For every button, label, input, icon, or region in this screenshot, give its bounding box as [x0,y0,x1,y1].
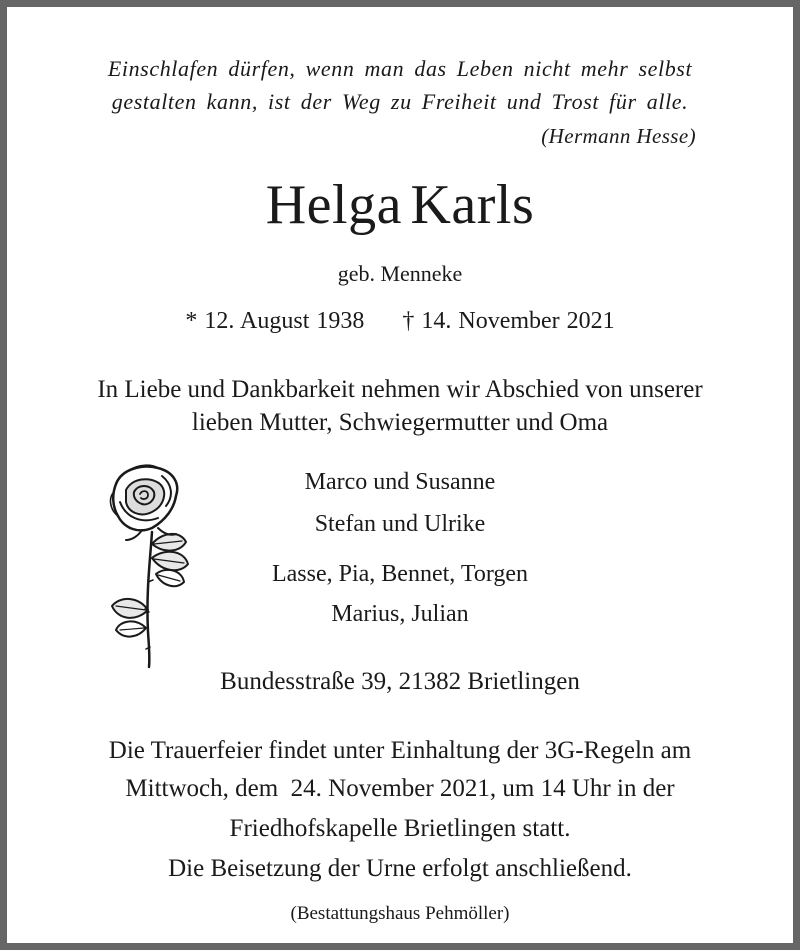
quote-line-1: Einschlafen dürfen, wenn man das Leben nicht mehr selbst [107,56,693,81]
maiden-name: geb. Menneke [337,261,463,286]
address: Bundesstraße 39, 21382 Brietlingen [220,668,580,695]
family-line-2: Stefan und Ulrike [314,511,486,537]
deceased-name: Helga Karls [265,174,535,236]
farewell-line-2: lieben Mutter, Schwiegermutter und Oma [191,409,609,436]
quote-author: (Hermann Hesse) [541,124,696,148]
farewell-line-1: In Liebe und Dankbarkeit nehmen wir Abschied von unserer [97,376,703,403]
birth-date: * 12. August 1938 [185,308,365,334]
family-line-4: Marius, Julian [331,601,469,627]
death-date: † 14. November 2021 [402,308,615,334]
ceremony-line-4: Die Beisetzung der Urne erfolgt anschließend. [168,855,632,882]
family-line-3: Lasse, Pia, Bennet, Torgen [271,561,529,587]
life-dates [0,308,800,335]
family-line-1: Marco und Susanne [304,469,496,495]
ceremony-line-2: Mittwoch, dem 24. November 2021, um 14 Uhr in der [125,775,675,802]
quote-line-2: gestalten kann, ist der Weg zu Freiheit und Trost für alle. [111,89,689,114]
funeral-home: (Bestattungshaus Pehmöller) [290,903,510,924]
ceremony-line-3: Friedhofskapelle Brietlingen statt. [229,815,571,842]
ceremony-line-1: Die Trauerfeier findet unter Einhaltung der 3G-Regeln am [108,737,692,764]
